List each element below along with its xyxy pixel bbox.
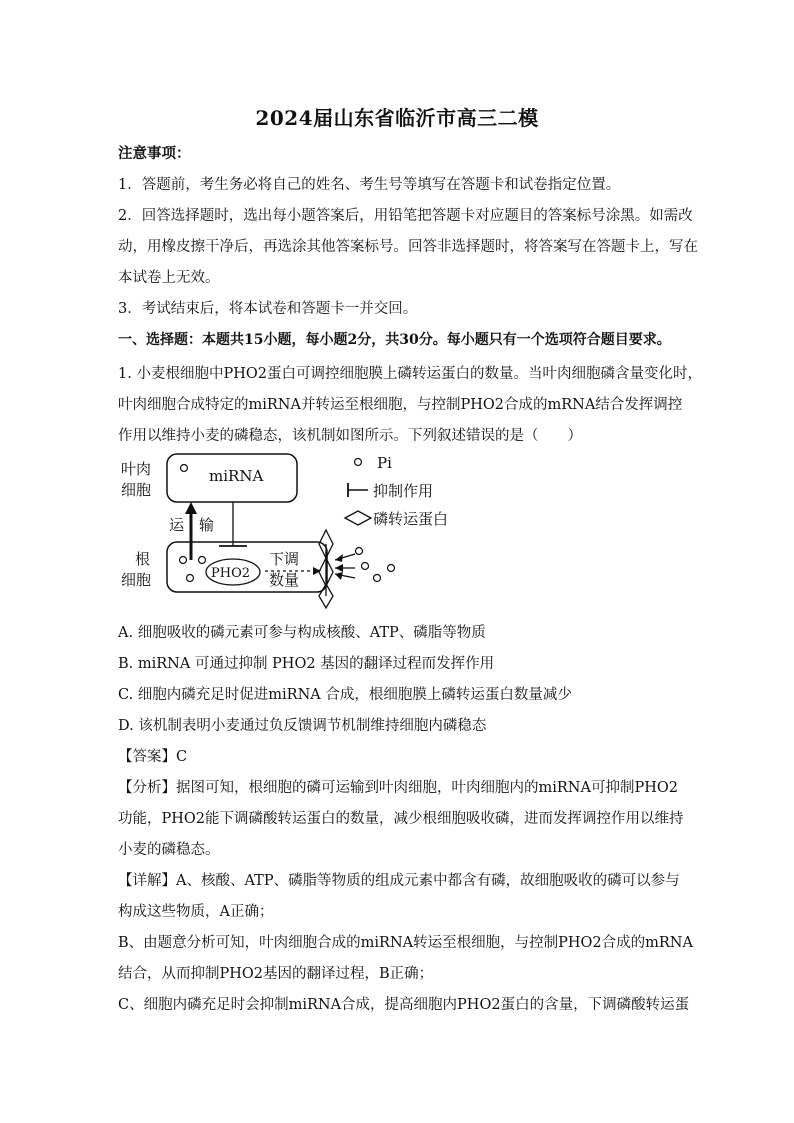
transport-label: 运 输 — [169, 516, 215, 534]
option-d: D. 该机制表明小麦通过负反馈调节机制维持细胞内磷稳态 — [118, 718, 487, 734]
pi-dot — [374, 575, 381, 582]
analysis-line: 小麦的磷稳态。 — [118, 842, 220, 858]
detail-line: 结合，从而抑制PHO2基因的翻译过程，B正确； — [118, 966, 434, 982]
notice-heading: 注意事项： — [118, 145, 191, 162]
transport-arrowhead — [185, 502, 197, 514]
legend-transporter-label: 磷转运蛋白 — [373, 510, 449, 528]
analysis-line: 【分析】据图可知，根细胞的磷可运输到叶肉细胞，叶肉细胞内的miRNA可抑制PHO2 — [118, 780, 678, 796]
answer-line: 【答案】C — [118, 749, 188, 765]
pi-dot — [362, 563, 369, 570]
notice-line: 3．考试结束后，将本试卷和答题卡一并交回。 — [118, 301, 418, 317]
quantity-label: 数量 — [269, 571, 300, 589]
uptake-arrowhead — [335, 564, 343, 572]
pi-dot — [187, 575, 194, 582]
option-b: B. miRNA 可通过抑制 PHO2 基因的翻译过程而发挥作用 — [118, 656, 495, 672]
legend-transporter-icon — [345, 511, 371, 525]
legend-pi-label: Pi — [377, 454, 392, 472]
question-line: 作用以维持小麦的磷稳态，该机制如图所示。下列叙述错误的是（ ） — [118, 428, 582, 444]
option-c: C. 细胞内磷充足时促进miRNA 合成，根细胞膜上磷转运蛋白数量减少 — [118, 687, 572, 703]
pho2-label: PHO2 — [211, 566, 251, 581]
notice-line: 本试卷上无效。 — [118, 270, 220, 286]
mirna-label: miRNA — [209, 467, 264, 485]
pi-dot — [181, 465, 188, 472]
notice-line: 动，用橡皮擦干净后，再选涂其他答案标号。回答非选择题时，将答案写在答题卡上，写在 — [118, 239, 698, 255]
down-regulate-label: 下调 — [269, 550, 300, 568]
legend-pi-icon — [355, 459, 362, 466]
option-a: A. 细胞吸收的磷元素可参与构成核酸、ATP、磷脂等物质 — [118, 625, 486, 641]
analysis-line: 功能，PHO2能下调磷酸转运蛋白的数量，减少根细胞吸收磷，进而发挥调控作用以维持 — [118, 811, 684, 827]
question-line: 1. 小麦根细胞中PHO2蛋白可调控细胞膜上磷转运蛋白的数量。当叶肉细胞磷含量变化时， — [118, 366, 702, 382]
detail-line: 构成这些物质，A正确； — [118, 904, 274, 920]
pi-dot — [356, 548, 363, 555]
root-cell-label-1: 根 — [135, 550, 151, 568]
detail-line: C、细胞内磷充足时会抑制miRNA合成，提高细胞内PHO2蛋白的含量，下调磷酸转运蛋 — [118, 997, 690, 1013]
pi-dot — [180, 557, 187, 564]
leaf-cell-label-1: 叶肉 — [121, 460, 152, 478]
uptake-arrowhead — [335, 572, 343, 580]
root-cell-label-2: 细胞 — [121, 571, 152, 589]
detail-line: B、由题意分析可知，叶肉细胞合成的miRNA转运至根细胞，与控制PHO2合成的mRNA — [118, 935, 693, 951]
uptake-arrowhead — [335, 554, 343, 562]
detail-line: 【详解】A、核酸、ATP、磷脂等物质的组成元素中都含有磷，故细胞吸收的磷可以参与 — [118, 873, 680, 889]
notice-line: 1．答题前，考生务必将自己的姓名、考生号等填写在答题卡和试卷指定位置。 — [118, 177, 621, 193]
mechanism-diagram — [115, 448, 475, 618]
section-heading: 一、选择题：本题共15小题，每小题2分，共30分。每小题只有一个选项符合题目要求。 — [118, 332, 671, 348]
pi-dot — [199, 557, 206, 564]
legend-inhibit-label: 抑制作用 — [373, 482, 434, 500]
notice-line: 2．回答选择题时，选出每小题答案后，用铅笔把答题卡对应题目的答案标号涂黑。如需改 — [118, 208, 693, 224]
leaf-cell-label-2: 细胞 — [121, 481, 152, 499]
question-line: 叶肉细胞合成特定的miRNA并转运至根细胞，与控制PHO2合成的mRNA结合发挥调控 — [118, 397, 683, 413]
pi-dot — [388, 565, 395, 572]
page-title: 2024届山东省临沂市高三二模 — [255, 106, 539, 130]
